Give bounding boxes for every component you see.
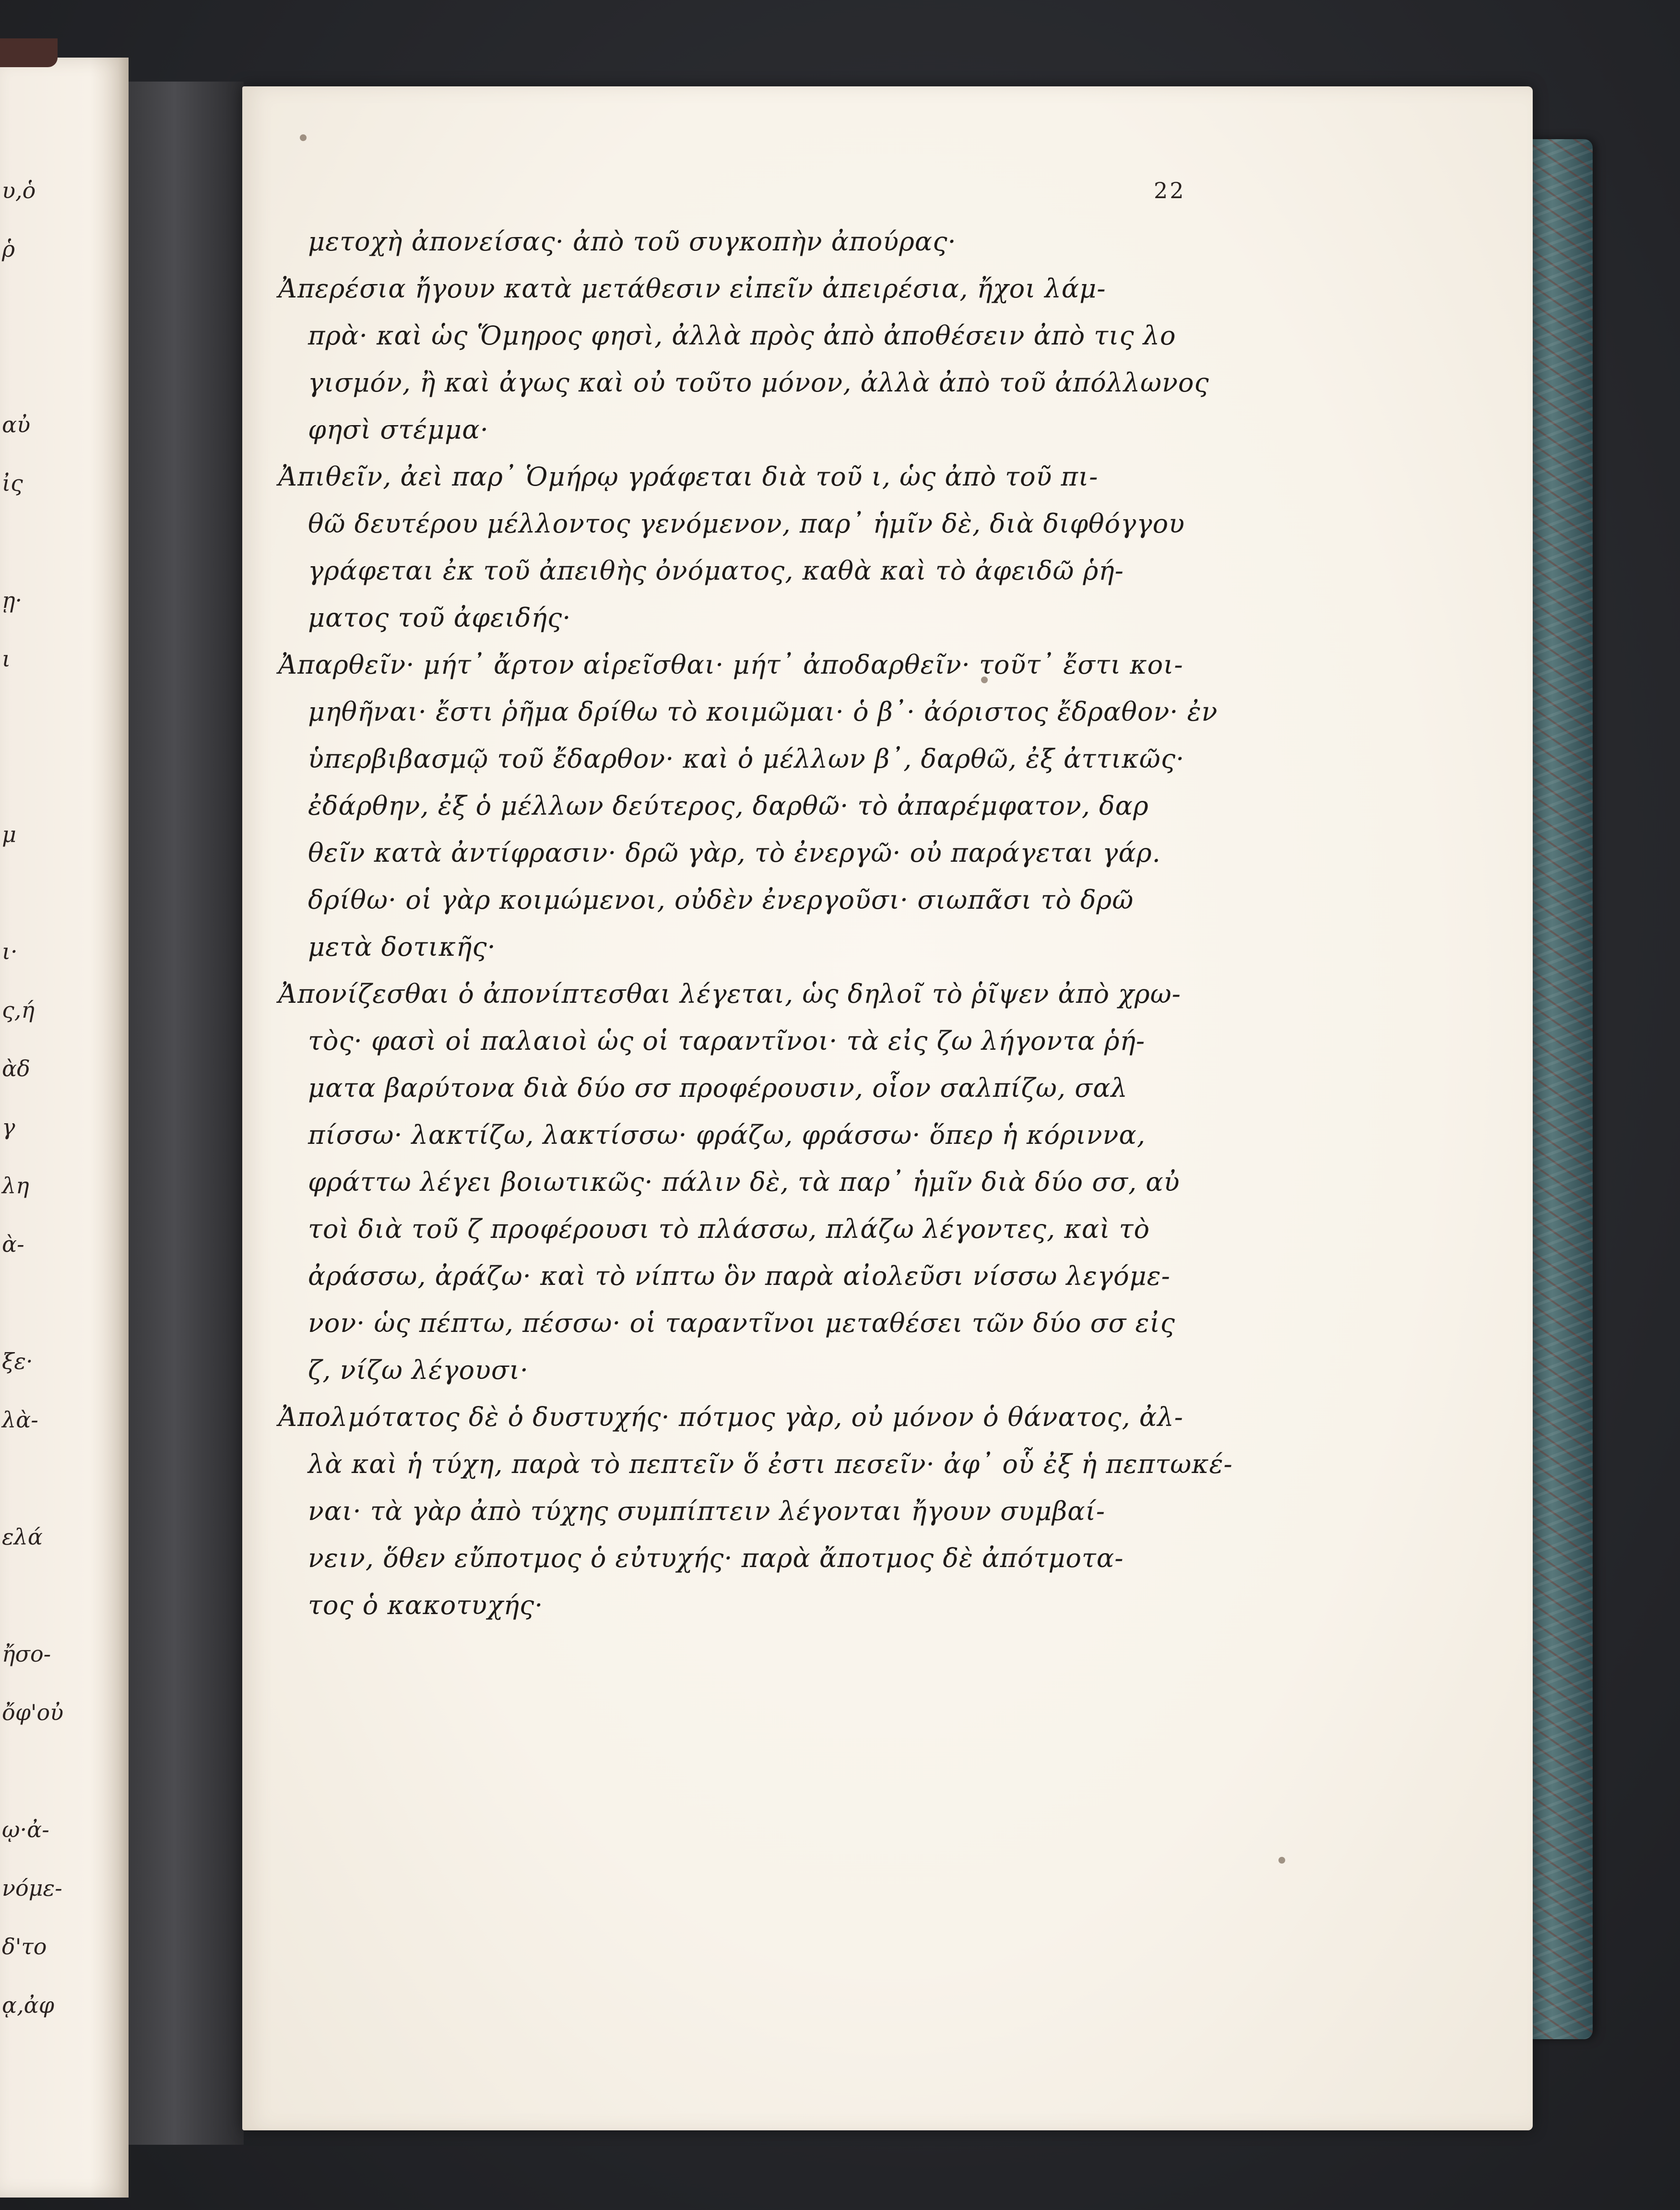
text-line: τὸς· φασὶ οἱ παλαιοὶ ὡς οἱ ταραντῖνοι· τὰ εἰς ζω λήγοντα ῥή-: [308, 1026, 1146, 1056]
text-line: θῶ δευτέρου μέλλοντος γενόμενον, παρ᾽ ἡμῖν δὲ, διὰ διφθόγγου: [308, 509, 1185, 539]
text-line: ὑπερβιβασμῷ τοῦ ἔδαρθον· καὶ ὁ μέλλων β᾽, δαρθῶ, ἐξ ἀττικῶς·: [308, 744, 1185, 774]
left-page-fragment: δ'το: [2, 1934, 47, 1960]
left-page-fragment: ς,ή: [2, 997, 35, 1023]
foxing-spot: [300, 134, 307, 141]
cover-leather-edge: [0, 38, 58, 67]
book-gutter: [129, 82, 244, 2145]
text-line: λὰ καὶ ἡ τύχη, παρὰ τὸ πεπτεῖν ὅ ἐστι πεσεῖν· ἀφ᾽ οὗ ἐξ ἡ πεπτωκέ-: [308, 1449, 1233, 1479]
text-line: μετὰ δοτικῆς·: [308, 932, 496, 962]
foxing-spot: [1278, 1857, 1285, 1864]
left-page-fragment: λη: [2, 1173, 29, 1199]
text-line: ματος τοῦ ἀφειδής·: [308, 603, 571, 633]
marbled-board-edge: [1526, 139, 1593, 2039]
text-line: μηθῆναι· ἔστι ῥῆμα δρίθω τὸ κοιμῶμαι· ὁ β᾽· ἀόριστος ἔδραθον· ἐν: [308, 697, 1218, 727]
left-page-fragment: ὄφ'οὐ: [2, 1699, 64, 1725]
text-line: νον· ὡς πέπτω, πέσσω· οἱ ταραντῖνοι μεταθέσει τῶν δύο σσ εἰς: [308, 1308, 1175, 1338]
left-page-fragment: ὰδ: [2, 1056, 30, 1081]
text-line: ζ, νίζω λέγουσι·: [308, 1355, 529, 1385]
left-page-fragment: ελά: [2, 1524, 43, 1550]
text-line: Ἀπαρθεῖν· μήτ᾽ ἄρτον αἱρεῖσθαι· μήτ᾽ ἀποδαρθεῖν· τοῦτ᾽ ἔστι κοι-: [278, 650, 1183, 680]
left-page-fragment: αὐ: [2, 412, 31, 438]
text-line: δρίθω· οἱ γὰρ κοιμώμενοι, οὐδὲν ἐνεργοῦσι· σιωπᾶσι τὸ δρῶ: [308, 885, 1134, 915]
left-page-fragment: νόμε-: [2, 1875, 62, 1901]
left-page-fragment: ὰ-: [2, 1231, 24, 1257]
left-page-fragment: ῃ·: [2, 587, 23, 613]
text-line: ἐδάρθην, ἐξ ὁ μέλλων δεύτερος, δαρθῶ· τὸ ἀπαρέμφατον, δαρ: [308, 791, 1149, 821]
text-line: Ἀπονίζεσθαι ὁ ἀπονίπτεσθαι λέγεται, ὡς δηλοῖ τὸ ῥῖψεν ἀπὸ χρω-: [278, 979, 1181, 1009]
left-page-fragment: γ: [2, 1114, 15, 1140]
text-line: Ἀπερέσια ἤγουν κατὰ μετάθεσιν εἰπεῖν ἀπειρέσια, ἤχοι λάμ-: [278, 273, 1106, 304]
left-page-fragment: μ: [2, 821, 16, 847]
text-line: Ἀπολμότατος δὲ ὁ δυστυχής· πότμος γὰρ, οὐ μόνον ὁ θάνατος, ἀλ-: [278, 1402, 1183, 1432]
text-line: φράττω λέγει βοιωτικῶς· πάλιν δὲ, τὰ παρ᾽ ἡμῖν διὰ δύο σσ, αὐ: [308, 1167, 1180, 1197]
text-line: Ἀπιθεῖν, ἀεὶ παρ᾽ Ὁμήρῳ γράφεται διὰ τοῦ ι, ὡς ἀπὸ τοῦ πι-: [278, 462, 1099, 492]
left-page-fragment: ἰς: [2, 470, 23, 496]
left-page-fragment: ι: [2, 646, 11, 672]
text-line: ματα βαρύτονα διὰ δύο σσ προφέρουσιν, οἷον σαλπίζω, σαλ: [308, 1073, 1128, 1103]
left-page-fragment: ᾳ,ἀφ: [2, 1992, 54, 2018]
left-page-fragment: ι·: [2, 939, 18, 964]
left-page-fragment: ῳ·ἀ-: [2, 1817, 49, 1842]
manuscript-text-block: [278, 218, 1343, 1629]
text-line: ναι· τὰ γὰρ ἀπὸ τύχης συμπίπτειν λέγονται ἤγουν συμβαί-: [308, 1496, 1106, 1526]
left-page-fragment: υ,ὁ: [2, 178, 36, 203]
text-line: νειν, ὅθεν εὔποτμος ὁ εὐτυχής· παρὰ ἄποτμος δὲ ἀπότμοτα-: [308, 1543, 1124, 1573]
text-line: μετοχὴ ἀπονείσας· ἀπὸ τοῦ συγκοπὴν ἀπούρας·: [308, 226, 957, 257]
text-line: φησὶ στέμμα·: [308, 415, 489, 445]
text-line: τοὶ διὰ τοῦ ζ προφέρουσι τὸ πλάσσω, πλάζω λέγοντες, καὶ τὸ: [308, 1214, 1150, 1244]
text-line: τος ὁ κακοτυχής·: [308, 1590, 544, 1620]
left-page-fragment: ξε·: [2, 1348, 33, 1374]
text-line: ἀράσσω, ἀράζω· καὶ τὸ νίπτω ὃν παρὰ αἰολεῦσι νίσσω λεγόμε-: [308, 1261, 1171, 1291]
text-line: γράφεται ἐκ τοῦ ἀπειθὴς ὀνόματος, καθὰ καὶ τὸ ἀφειδῶ ῥή-: [308, 556, 1124, 586]
left-page-fragment: λὰ-: [2, 1407, 38, 1433]
text-line: γισμόν, ἢ καὶ ἀγως καὶ οὐ τοῦτο μόνον, ἀλλὰ ἀπὸ τοῦ ἀπόλλωνος: [308, 368, 1209, 398]
folio-number: 22: [1154, 178, 1186, 203]
text-line: πίσσω· λακτίζω, λακτίσσω· φράζω, φράσσω· ὅπερ ἡ κόριννα,: [308, 1120, 1146, 1150]
left-page-fragment: ῥ: [2, 236, 15, 262]
left-page-fragment: ἤσο-: [2, 1641, 51, 1667]
text-line: πρὰ· καὶ ὡς Ὅμηρος φησὶ, ἀλλὰ πρὸς ἀπὸ ἀποθέσειν ἀπὸ τις λο: [308, 321, 1176, 351]
text-line: θεῖν κατὰ ἀντίφρασιν· δρῶ γὰρ, τὸ ἐνεργῶ· οὐ παράγεται γάρ.: [308, 838, 1161, 868]
